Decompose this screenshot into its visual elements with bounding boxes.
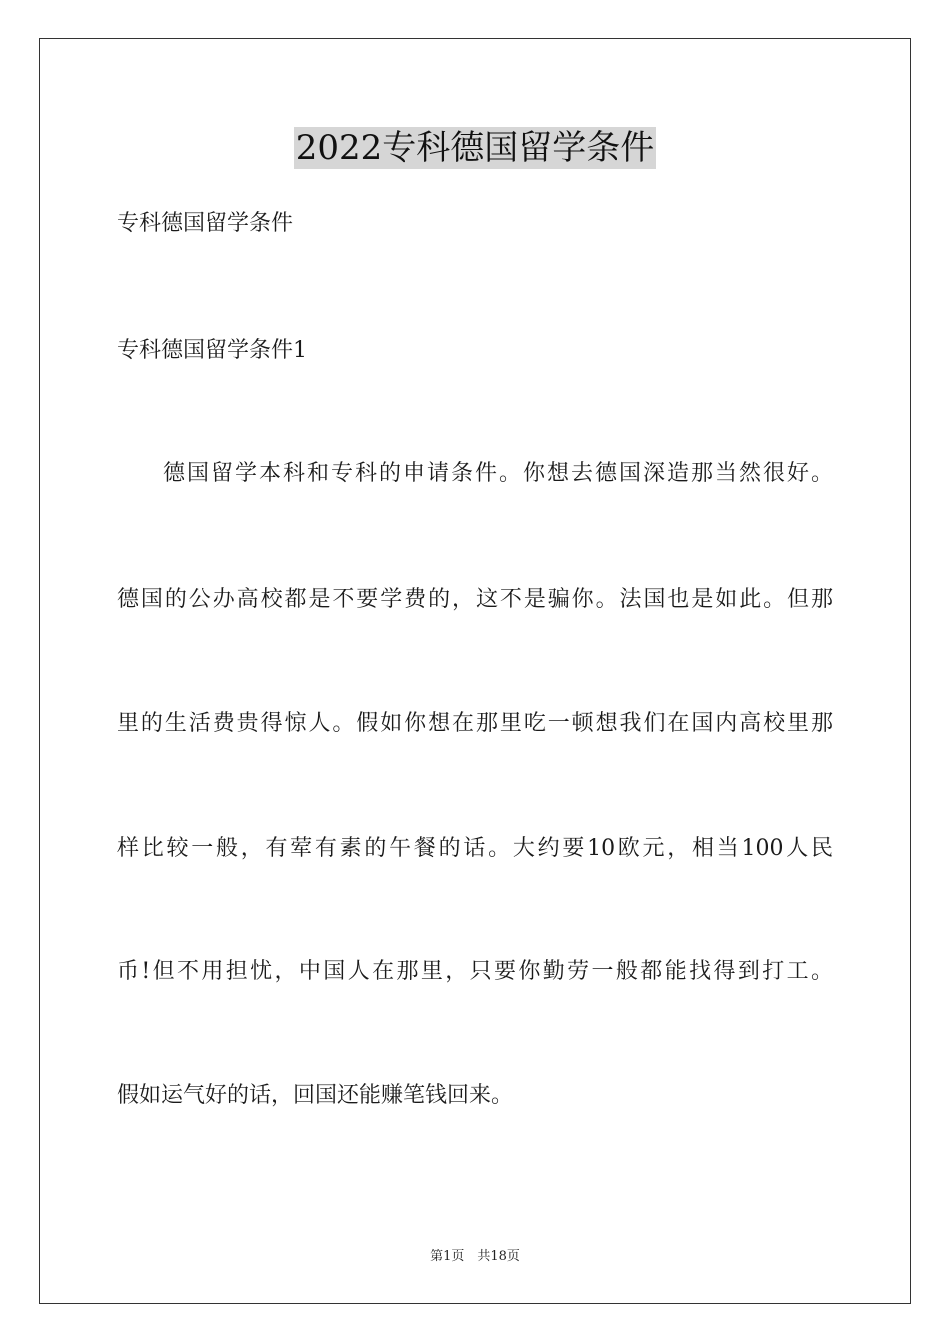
title-container bbox=[0, 127, 950, 169]
paragraph-line: 德国的公办高校都是不要学费的，这不是骗你。法国也是如此。但那 bbox=[117, 587, 833, 612]
paragraph-line: 德国留学本科和专科的申请条件。你想去德国深造那当然很好。 bbox=[163, 461, 833, 486]
paragraph-line: 币!但不用担忧，中国人在那里，只要你勤劳一般都能找得到打工。 bbox=[117, 959, 833, 984]
paragraph-line: 里的生活费贵得惊人。假如你想在那里吃一顿想我们在国内高校里那 bbox=[117, 711, 833, 736]
page-footer: 第1页 共18页 bbox=[430, 1249, 520, 1264]
document-title: 2022专科德国留学条件 bbox=[295, 128, 655, 168]
paragraph-line: 假如运气好的话，回国还能赚笔钱回来。 bbox=[117, 1083, 514, 1108]
document-subtitle: 专科德国留学条件 bbox=[117, 211, 294, 236]
section-heading: 专科德国留学条件1 bbox=[117, 338, 307, 363]
paragraph-line: 样比较一般，有荤有素的午餐的话。大约要10欧元，相当100人民 bbox=[117, 836, 833, 861]
